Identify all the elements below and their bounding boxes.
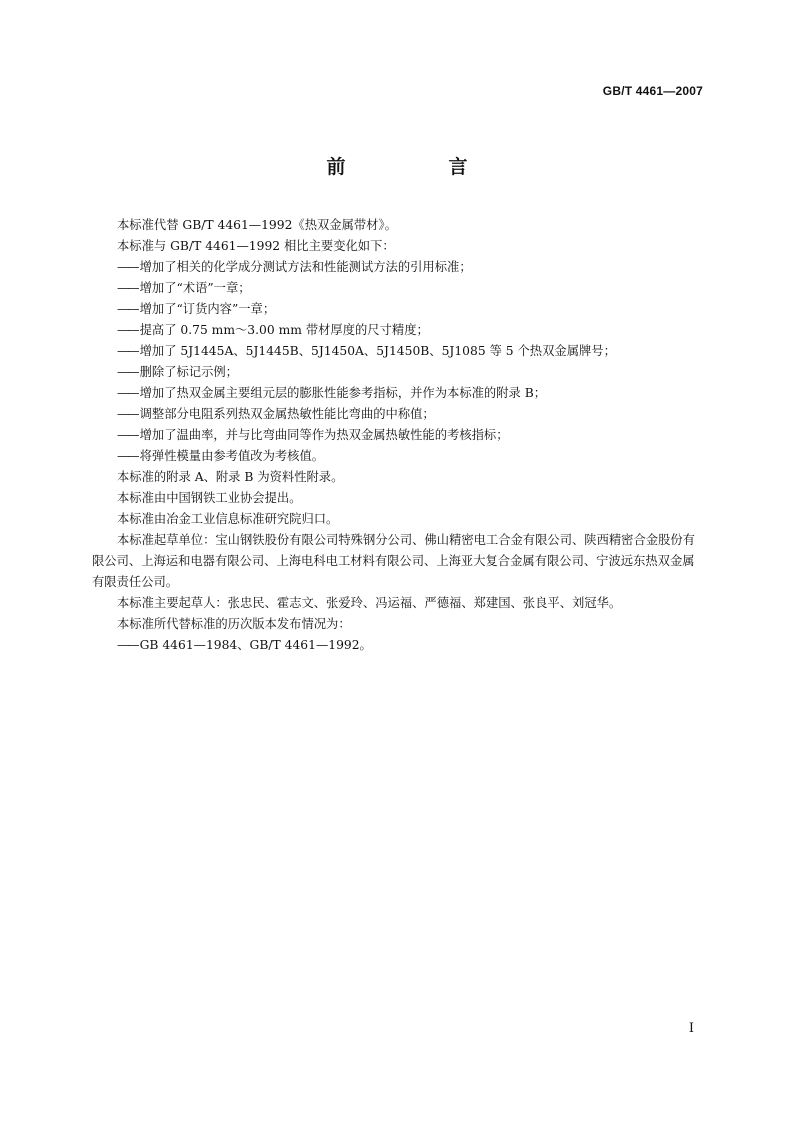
page-title: 前 言: [326, 156, 510, 178]
change-item: —— 增加了 5J1445A、5J1445B、5J1450A、5J1450B、5J1085 等 5 个热双金属牌号；: [92, 341, 704, 362]
document-body: [92, 215, 704, 656]
change-item: —— 提高了 0.75 mm～3.00 mm 带材厚度的尺寸精度；: [92, 320, 704, 341]
note-paragraph: 本标准由冶金工业信息标准研究院归口。: [117, 512, 339, 526]
note-paragraph: 本标准所代替标准的历次版本发布情况为：: [117, 617, 351, 631]
change-item: —— 删除了标记示例；: [92, 362, 704, 383]
drafters: 本标准主要起草人：张忠民、霍志文、张爱玲、冯运福、严德福、郑建国、张良平、刘冠华。: [117, 596, 622, 610]
paragraph: 本标准与 GB/T 4461—1992 相比主要变化如下：: [117, 239, 395, 253]
history-item: —— GB 4461—1984、GB/T 4461—1992。: [92, 635, 704, 656]
change-item: —— 调整部分电阻系列热双金属热敏性能比弯曲的中称值；: [92, 404, 704, 425]
change-item: —— 增加了“术语”一章；: [92, 278, 704, 299]
standard-number: GB/T 4461—2007: [602, 84, 703, 98]
change-item: —— 增加了相关的化学成分测试方法和性能测试方法的引用标准；: [92, 257, 704, 278]
change-item: —— 增加了热双金属主要组元层的膨胀性能参考指标，并作为本标准的附录 B；: [92, 383, 704, 404]
note-paragraph: 本标准的附录 A、附录 B 为资料性附录。: [117, 470, 344, 484]
drafting-units: 本标准起草单位：宝山钢铁股份有限公司特殊钢分公司、佛山精密电工合金有限公司、陕西精密合金股份有限公司、上海运和电器有限公司、上海电科电工材料有限公司、上海亚大复合金属有限公司、宁波远东热双金属有限责任公司。: [92, 533, 695, 589]
change-item: —— 将弹性模量由参考值改为考核值。: [92, 446, 704, 467]
page-number: I: [688, 1021, 694, 1036]
change-item: —— 增加了“订货内容”一章；: [92, 299, 704, 320]
change-item: —— 增加了温曲率，并与比弯曲同等作为热双金属热敏性能的考核指标；: [92, 425, 704, 446]
paragraph: 本标准代替 GB/T 4461—1992《热双金属带材》。: [117, 218, 397, 232]
note-paragraph: 本标准由中国钢铁工业协会提出。: [117, 491, 302, 505]
